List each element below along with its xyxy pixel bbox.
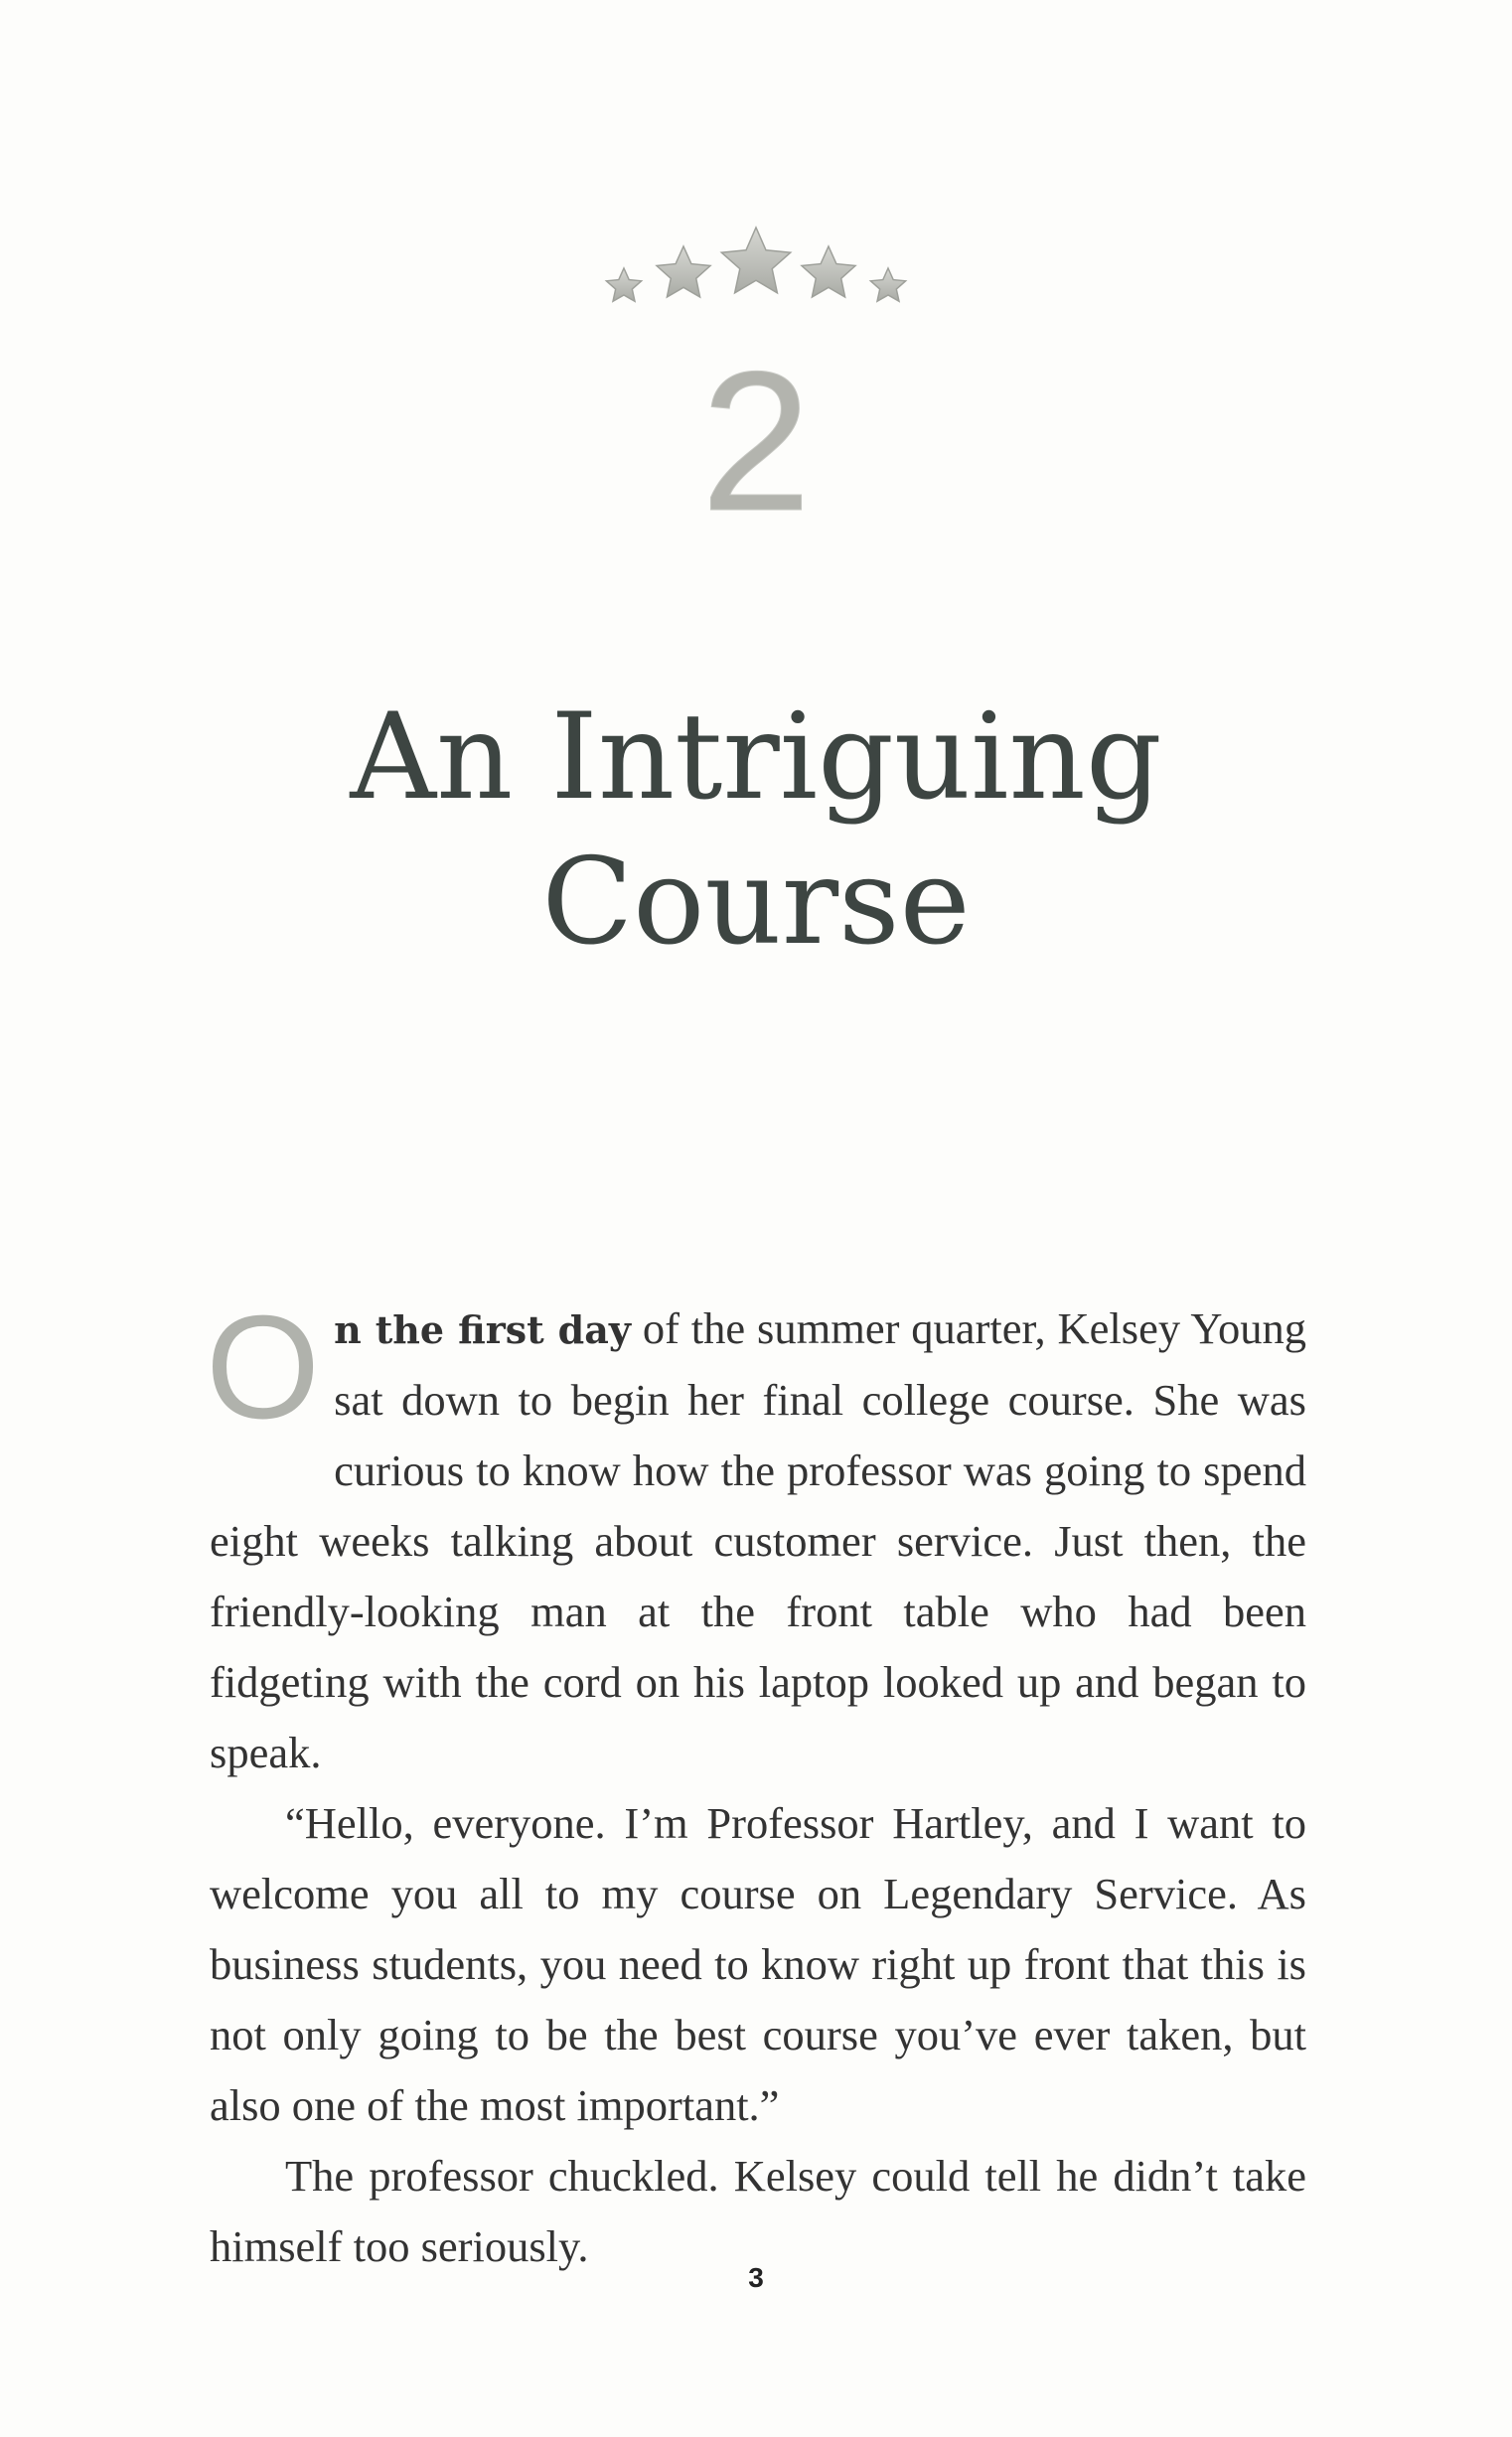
chapter-title-line-2: Course	[541, 834, 971, 972]
chapter-title-line-1: An Intriguing	[350, 688, 1162, 827]
paragraph-2: “Hello, everyone. I’m Professor Hartley, and I want to welcome you all to my course on Legendary Service. As business students, you need to know right up front that this is not only going to be the best course you’ve ever taken, but also one of the most important.”	[210, 1798, 1306, 2130]
star-icon	[802, 246, 855, 297]
star-icon	[657, 246, 710, 297]
five-stars-icon	[594, 214, 918, 323]
chapter-number: 2	[700, 331, 812, 552]
paragraph-3: The professor chuckled. Kelsey could tell he didn’t take himself too seriously.	[210, 2151, 1306, 2271]
page-number: 3	[748, 2262, 764, 2293]
lead-in-text: n the first day	[334, 1307, 631, 1352]
chapter-body	[206, 1286, 1307, 2282]
drop-cap: O	[206, 1286, 321, 1449]
star-icon	[870, 268, 905, 301]
paragraph-1	[206, 1286, 1307, 1788]
chapter-title	[0, 685, 1512, 976]
paragraph-1-text: of the summer quarter, Kelsey Young sat down to begin her final college course. She was curious to know how the professor was going to spend eight weeks talking about customer service. Just then, the friendly-looking man at the front table who had been fidgeting with the cord on his laptop looked up and began to speak.	[210, 1303, 1307, 1777]
star-icon	[606, 268, 641, 301]
star-icon	[721, 228, 790, 293]
star-ornament	[0, 214, 1512, 323]
